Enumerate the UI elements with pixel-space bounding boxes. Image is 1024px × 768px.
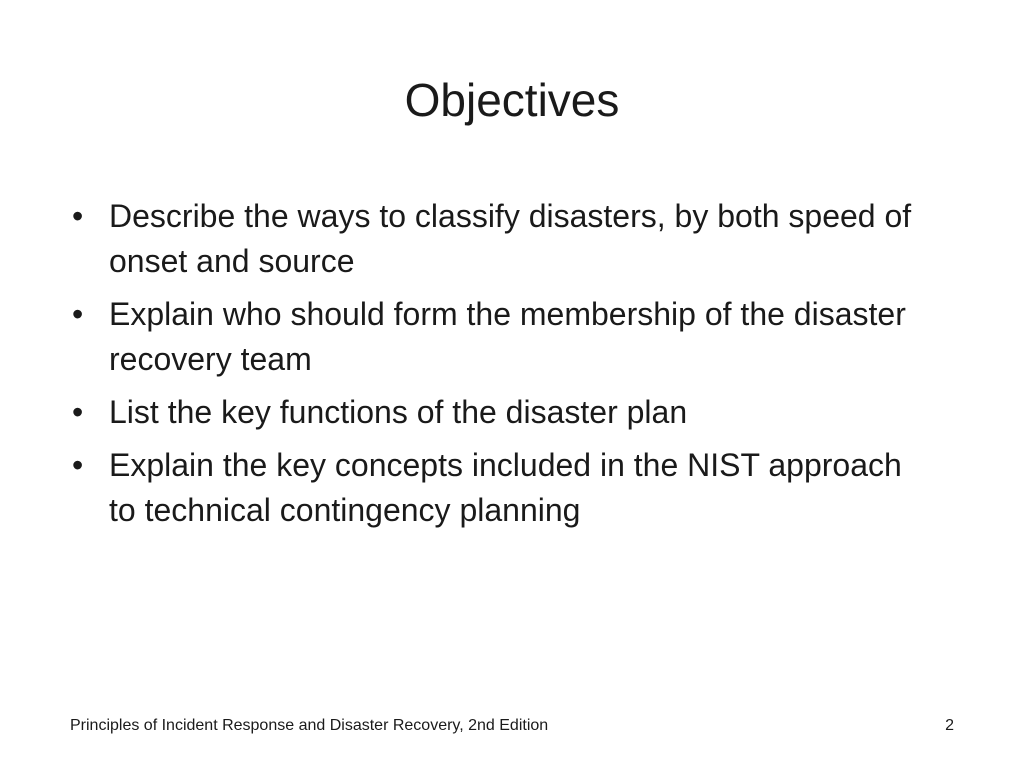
bullet-icon: •	[72, 394, 84, 430]
page-number: 2	[945, 717, 954, 734]
list-item	[72, 390, 932, 435]
bullet-text: Describe the ways to classify disasters, by both speed of onset and source	[109, 198, 912, 279]
bullet-icon: •	[72, 296, 84, 332]
bullet-text: List the key functions of the disaster plan	[109, 394, 688, 430]
list-item	[72, 292, 932, 382]
bullet-text: Explain who should form the membership of the disaster recovery team	[109, 296, 906, 377]
bullet-icon: •	[72, 198, 84, 234]
list-item	[72, 443, 932, 533]
bullet-icon: •	[72, 447, 84, 483]
slide-title: Objectives	[404, 74, 620, 126]
list-item	[72, 194, 932, 284]
objectives-list	[72, 194, 932, 541]
footer-text: Principles of Incident Response and Disaster Recovery, 2nd Edition	[70, 717, 549, 734]
bullet-text: Explain the key concepts included in the NIST approach to technical contingency planning	[109, 447, 902, 528]
